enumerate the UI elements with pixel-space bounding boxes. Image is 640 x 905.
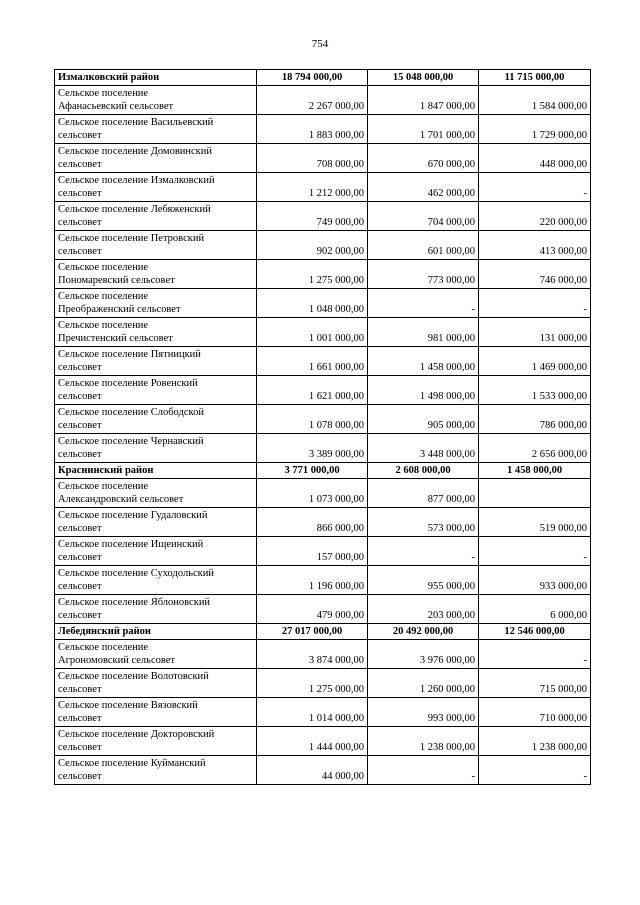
value-cell-3: 519 000,00 [479, 508, 591, 537]
row-name-line: Сельское поселение Васильевский [58, 117, 214, 128]
value-cell-3: 2 656 000,00 [479, 434, 591, 463]
value-cell-1: 1 883 000,00 [257, 115, 368, 144]
value-cell-2: 981 000,00 [368, 318, 479, 347]
value-cell-2: 670 000,00 [368, 144, 479, 173]
row-name-line: Сельское поселение Докторовский [58, 729, 215, 740]
row-name-line: сельсовет [58, 159, 102, 170]
row-name-cell [55, 698, 257, 727]
value-cell-2: 203 000,00 [368, 595, 479, 624]
value-cell-1: 902 000,00 [257, 231, 368, 260]
value-cell-2: 1 847 000,00 [368, 86, 479, 115]
row-name-cell [55, 202, 257, 231]
value-cell-1: 1 196 000,00 [257, 566, 368, 595]
row-name-cell [55, 537, 257, 566]
value-cell-1: 157 000,00 [257, 537, 368, 566]
settlement-row [55, 376, 591, 405]
row-name-line: сельсовет [58, 362, 102, 373]
value-cell-1: 1 275 000,00 [257, 260, 368, 289]
row-name-cell [55, 756, 257, 785]
value-cell-3: 131 000,00 [479, 318, 591, 347]
value-cell-1: 3 771 000,00 [257, 463, 368, 479]
settlement-row [55, 756, 591, 785]
row-name-line: Александровский сельсовет [58, 494, 184, 505]
value-cell-3: 933 000,00 [479, 566, 591, 595]
row-name-line: сельсовет [58, 449, 102, 460]
settlement-row [55, 537, 591, 566]
row-name-line: Сельское поселение Пятницкий [58, 349, 201, 360]
settlement-row [55, 347, 591, 376]
row-name-line: Измалковский район [58, 72, 160, 83]
row-name-cell [55, 289, 257, 318]
value-cell-3: 1 469 000,00 [479, 347, 591, 376]
value-cell-3: 6 000,00 [479, 595, 591, 624]
value-cell-1: 479 000,00 [257, 595, 368, 624]
value-cell-3: - [479, 537, 591, 566]
row-name-line: сельсовет [58, 523, 102, 534]
value-cell-3: 746 000,00 [479, 260, 591, 289]
page-number: 754 [311, 38, 329, 50]
row-name-cell [55, 624, 257, 640]
value-cell-3: 786 000,00 [479, 405, 591, 434]
settlement-row [55, 595, 591, 624]
row-name-cell [55, 318, 257, 347]
value-cell-2: 15 048 000,00 [368, 70, 479, 86]
row-name-line: Пречистенский сельсовет [58, 333, 173, 344]
value-cell-2: 773 000,00 [368, 260, 479, 289]
value-cell-1: 866 000,00 [257, 508, 368, 537]
row-name-line: Сельское поселение Ровенский [58, 378, 198, 389]
value-cell-1: 1 078 000,00 [257, 405, 368, 434]
value-cell-1: 3 874 000,00 [257, 640, 368, 669]
row-name-cell [55, 173, 257, 202]
row-name-line: Пономаревский сельсовет [58, 275, 175, 286]
value-cell-1: 3 389 000,00 [257, 434, 368, 463]
row-name-cell [55, 727, 257, 756]
value-cell-3: 220 000,00 [479, 202, 591, 231]
value-cell-2: 20 492 000,00 [368, 624, 479, 640]
row-name-line: Сельское поселение [58, 88, 149, 99]
row-name-line: сельсовет [58, 742, 102, 753]
row-name-cell [55, 231, 257, 260]
row-name-cell [55, 595, 257, 624]
value-cell-2: 1 260 000,00 [368, 669, 479, 698]
district-row [55, 70, 591, 86]
value-cell-1: 2 267 000,00 [257, 86, 368, 115]
row-name-cell [55, 479, 257, 508]
value-cell-1: 18 794 000,00 [257, 70, 368, 86]
value-cell-2: 877 000,00 [368, 479, 479, 508]
value-cell-1: 27 017 000,00 [257, 624, 368, 640]
value-cell-3: - [479, 640, 591, 669]
value-cell-2: 1 498 000,00 [368, 376, 479, 405]
value-cell-2: 462 000,00 [368, 173, 479, 202]
row-name-line: Сельское поселение [58, 291, 149, 302]
row-name-line: сельсовет [58, 581, 102, 592]
value-cell-2: - [368, 537, 479, 566]
settlement-row [55, 508, 591, 537]
row-name-line: Сельское поселение Чернавский [58, 436, 204, 447]
budget-table [54, 69, 591, 785]
row-name-line: сельсовет [58, 713, 102, 724]
row-name-line: сельсовет [58, 188, 102, 199]
value-cell-2: 601 000,00 [368, 231, 479, 260]
value-cell-2: 955 000,00 [368, 566, 479, 595]
row-name-cell [55, 434, 257, 463]
row-name-line: Преображенский сельсовет [58, 304, 181, 315]
settlement-row [55, 318, 591, 347]
row-name-line: Сельское поселение Петровский [58, 233, 205, 244]
row-name-line: Сельское поселение Куйманский [58, 758, 206, 769]
value-cell-1: 708 000,00 [257, 144, 368, 173]
row-name-cell [55, 347, 257, 376]
row-name-line: Сельское поселение Слободской [58, 407, 204, 418]
value-cell-3: 413 000,00 [479, 231, 591, 260]
value-cell-2: 3 976 000,00 [368, 640, 479, 669]
settlement-row [55, 640, 591, 669]
settlement-row [55, 173, 591, 202]
value-cell-2: 993 000,00 [368, 698, 479, 727]
value-cell-3 [479, 479, 591, 508]
row-name-line: Сельское поселение [58, 642, 149, 653]
value-cell-3: 1 238 000,00 [479, 727, 591, 756]
settlement-row [55, 669, 591, 698]
row-name-cell [55, 463, 257, 479]
row-name-cell [55, 144, 257, 173]
value-cell-1: 1 621 000,00 [257, 376, 368, 405]
value-cell-1: 1 661 000,00 [257, 347, 368, 376]
settlement-row [55, 202, 591, 231]
value-cell-2: - [368, 289, 479, 318]
value-cell-1: 1 014 000,00 [257, 698, 368, 727]
value-cell-1: 1 048 000,00 [257, 289, 368, 318]
row-name-line: Сельское поселение [58, 481, 149, 492]
value-cell-1: 749 000,00 [257, 202, 368, 231]
row-name-cell [55, 508, 257, 537]
value-cell-1: 1 212 000,00 [257, 173, 368, 202]
row-name-line: сельсовет [58, 420, 102, 431]
settlement-row [55, 115, 591, 144]
value-cell-1: 44 000,00 [257, 756, 368, 785]
row-name-line: Сельское поселение [58, 262, 149, 273]
row-name-line: сельсовет [58, 610, 102, 621]
row-name-cell [55, 70, 257, 86]
row-name-line: сельсовет [58, 552, 102, 563]
settlement-row [55, 479, 591, 508]
value-cell-2: 2 608 000,00 [368, 463, 479, 479]
row-name-cell [55, 640, 257, 669]
settlement-row [55, 231, 591, 260]
value-cell-3: 710 000,00 [479, 698, 591, 727]
row-name-cell [55, 86, 257, 115]
value-cell-3: 12 546 000,00 [479, 624, 591, 640]
settlement-row [55, 144, 591, 173]
row-name-line: сельсовет [58, 771, 102, 782]
value-cell-3: 1 533 000,00 [479, 376, 591, 405]
value-cell-2: 1 701 000,00 [368, 115, 479, 144]
value-cell-3: 1 584 000,00 [479, 86, 591, 115]
value-cell-3: - [479, 756, 591, 785]
value-cell-2: 704 000,00 [368, 202, 479, 231]
value-cell-1: 1 275 000,00 [257, 669, 368, 698]
value-cell-1: 1 001 000,00 [257, 318, 368, 347]
district-row [55, 624, 591, 640]
value-cell-2: 905 000,00 [368, 405, 479, 434]
district-row [55, 463, 591, 479]
value-cell-3: 448 000,00 [479, 144, 591, 173]
value-cell-3: - [479, 173, 591, 202]
row-name-line: Сельское поселение Ищеинский [58, 539, 204, 550]
row-name-line: Агрономовский сельсовет [58, 655, 176, 666]
value-cell-1: 1 073 000,00 [257, 479, 368, 508]
row-name-line: Лебедянский район [58, 626, 151, 637]
table-body [55, 70, 591, 785]
row-name-line: Сельское поселение Яблоновский [58, 597, 211, 608]
value-cell-2: 1 458 000,00 [368, 347, 479, 376]
row-name-line: Сельское поселение Волотовский [58, 671, 209, 682]
settlement-row [55, 86, 591, 115]
row-name-line: Сельское поселение Домовинский [58, 146, 213, 157]
row-name-line: Афанасьевский сельсовет [58, 101, 174, 112]
value-cell-3: 1 729 000,00 [479, 115, 591, 144]
row-name-line: сельсовет [58, 217, 102, 228]
row-name-cell [55, 669, 257, 698]
row-name-line: Сельское поселение [58, 320, 149, 331]
row-name-cell [55, 260, 257, 289]
row-name-line: Сельское поселение Измалковский [58, 175, 215, 186]
row-name-line: сельсовет [58, 391, 102, 402]
settlement-row [55, 405, 591, 434]
value-cell-3: 1 458 000,00 [479, 463, 591, 479]
value-cell-2: 573 000,00 [368, 508, 479, 537]
row-name-line: Сельское поселение Вязовский [58, 700, 198, 711]
row-name-line: Сельское поселение Суходольский [58, 568, 214, 579]
value-cell-3: 715 000,00 [479, 669, 591, 698]
row-name-line: сельсовет [58, 684, 102, 695]
row-name-line: сельсовет [58, 246, 102, 257]
value-cell-1: 1 444 000,00 [257, 727, 368, 756]
value-cell-3: - [479, 289, 591, 318]
row-name-cell [55, 376, 257, 405]
row-name-line: Краснинский район [58, 465, 154, 476]
settlement-row [55, 566, 591, 595]
settlement-row [55, 260, 591, 289]
settlement-row [55, 434, 591, 463]
row-name-line: Сельское поселение Лебяженский [58, 204, 211, 215]
row-name-line: сельсовет [58, 130, 102, 141]
settlement-row [55, 698, 591, 727]
settlement-row [55, 289, 591, 318]
row-name-cell [55, 115, 257, 144]
row-name-cell [55, 405, 257, 434]
value-cell-3: 11 715 000,00 [479, 70, 591, 86]
settlement-row [55, 727, 591, 756]
row-name-cell [55, 566, 257, 595]
value-cell-2: 3 448 000,00 [368, 434, 479, 463]
row-name-line: Сельское поселение Гудаловский [58, 510, 208, 521]
value-cell-2: - [368, 756, 479, 785]
value-cell-2: 1 238 000,00 [368, 727, 479, 756]
